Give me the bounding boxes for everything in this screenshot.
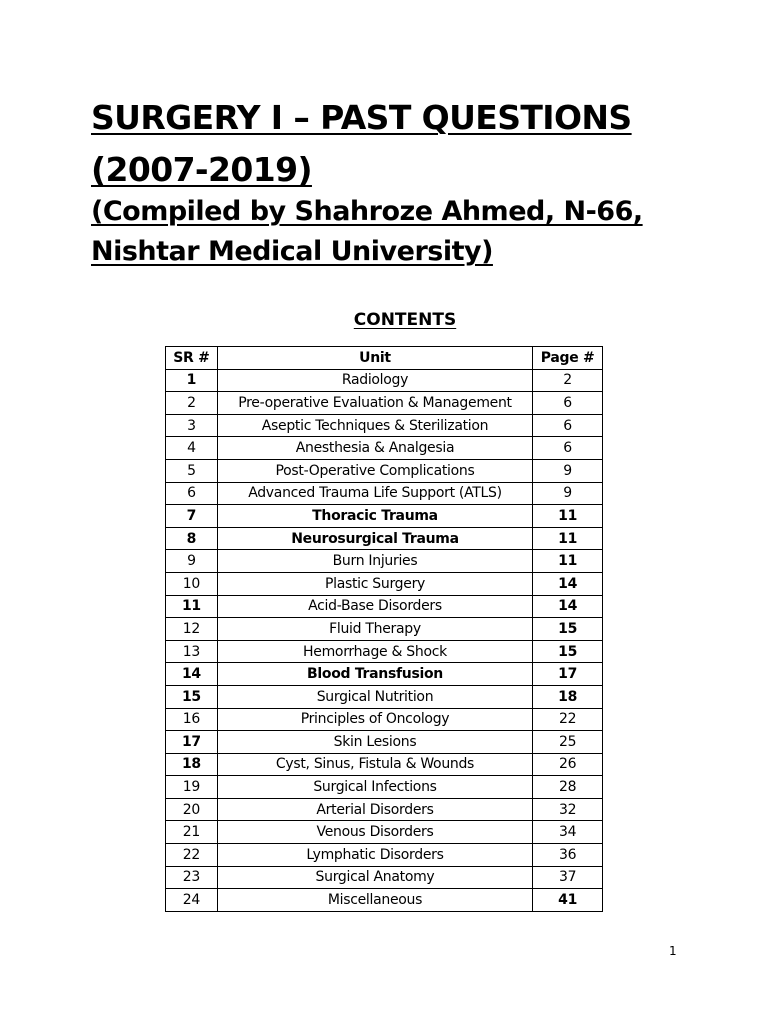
unit-cell: Principles of Oncology (217, 708, 532, 731)
page-cell: 18 (533, 685, 603, 708)
table-row (166, 685, 603, 708)
sr-cell: 10 (166, 572, 218, 595)
column-header-unit: Unit (217, 347, 532, 370)
document-subtitle-line-2: Nishtar Medical University) (91, 236, 493, 267)
unit-cell: Pre-operative Evaluation & Management (217, 392, 532, 415)
table-row (166, 663, 603, 686)
table-row (166, 482, 603, 505)
unit-cell: Venous Disorders (217, 821, 532, 844)
unit-cell: Cyst, Sinus, Fistula & Wounds (217, 753, 532, 776)
table-row (166, 776, 603, 799)
sr-cell: 4 (166, 437, 218, 460)
unit-cell: Burn Injuries (217, 550, 532, 573)
table-row (166, 459, 603, 482)
page-cell: 37 (533, 866, 603, 889)
table-row (166, 753, 603, 776)
table-row (166, 550, 603, 573)
unit-cell: Advanced Trauma Life Support (ATLS) (217, 482, 532, 505)
unit-cell: Miscellaneous (217, 889, 532, 912)
sr-cell: 15 (166, 685, 218, 708)
table-row (166, 527, 603, 550)
sr-cell: 17 (166, 731, 218, 754)
unit-cell: Plastic Surgery (217, 572, 532, 595)
table-row (166, 414, 603, 437)
sr-cell: 13 (166, 640, 218, 663)
document-title-line-2: (2007-2019) (91, 150, 312, 189)
table-row (166, 369, 603, 392)
table-row (166, 572, 603, 595)
sr-cell: 23 (166, 866, 218, 889)
sr-cell: 18 (166, 753, 218, 776)
page-cell: 32 (533, 798, 603, 821)
sr-cell: 1 (166, 369, 218, 392)
unit-cell: Thoracic Trauma (217, 505, 532, 528)
sr-cell: 22 (166, 844, 218, 867)
table-header-row (166, 347, 603, 370)
page-cell: 14 (533, 572, 603, 595)
sr-cell: 24 (166, 889, 218, 912)
page-cell: 6 (533, 392, 603, 415)
sr-cell: 11 (166, 595, 218, 618)
unit-cell: Arterial Disorders (217, 798, 532, 821)
table-row (166, 731, 603, 754)
table-row (166, 595, 603, 618)
table-row (166, 866, 603, 889)
page-cell: 14 (533, 595, 603, 618)
document-subtitle-line-1: (Compiled by Shahroze Ahmed, N-66, (91, 196, 643, 227)
table-row (166, 640, 603, 663)
page-cell: 9 (533, 459, 603, 482)
unit-cell: Hemorrhage & Shock (217, 640, 532, 663)
page-cell: 15 (533, 640, 603, 663)
sr-cell: 12 (166, 618, 218, 641)
contents-table (165, 346, 603, 912)
sr-cell: 3 (166, 414, 218, 437)
table-row (166, 618, 603, 641)
document-title-line-1: SURGERY I – PAST QUESTIONS (91, 98, 632, 137)
page-cell: 15 (533, 618, 603, 641)
sr-cell: 16 (166, 708, 218, 731)
unit-cell: Acid-Base Disorders (217, 595, 532, 618)
page-cell: 28 (533, 776, 603, 799)
page-cell: 25 (533, 731, 603, 754)
column-header-sr: SR # (166, 347, 218, 370)
page-cell: 6 (533, 437, 603, 460)
sr-cell: 6 (166, 482, 218, 505)
table-row (166, 889, 603, 912)
page-cell: 22 (533, 708, 603, 731)
page-cell: 11 (533, 527, 603, 550)
page-number: 1 (669, 944, 677, 958)
table-row (166, 844, 603, 867)
table-row (166, 821, 603, 844)
unit-cell: Surgical Nutrition (217, 685, 532, 708)
unit-cell: Skin Lesions (217, 731, 532, 754)
sr-cell: 2 (166, 392, 218, 415)
unit-cell: Surgical Infections (217, 776, 532, 799)
sr-cell: 8 (166, 527, 218, 550)
page-cell: 2 (533, 369, 603, 392)
sr-cell: 7 (166, 505, 218, 528)
table-row (166, 437, 603, 460)
table-row (166, 505, 603, 528)
sr-cell: 20 (166, 798, 218, 821)
page-cell: 36 (533, 844, 603, 867)
unit-cell: Radiology (217, 369, 532, 392)
unit-cell: Surgical Anatomy (217, 866, 532, 889)
page-cell: 26 (533, 753, 603, 776)
contents-heading: CONTENTS (353, 310, 457, 330)
unit-cell: Neurosurgical Trauma (217, 527, 532, 550)
table-row (166, 392, 603, 415)
unit-cell: Fluid Therapy (217, 618, 532, 641)
page-cell: 9 (533, 482, 603, 505)
page-cell: 34 (533, 821, 603, 844)
page-cell: 11 (533, 550, 603, 573)
table-row (166, 798, 603, 821)
column-header-page: Page # (533, 347, 603, 370)
page-cell: 17 (533, 663, 603, 686)
unit-cell: Anesthesia & Analgesia (217, 437, 532, 460)
sr-cell: 5 (166, 459, 218, 482)
sr-cell: 9 (166, 550, 218, 573)
unit-cell: Lymphatic Disorders (217, 844, 532, 867)
unit-cell: Post-Operative Complications (217, 459, 532, 482)
page-cell: 41 (533, 889, 603, 912)
sr-cell: 19 (166, 776, 218, 799)
unit-cell: Blood Transfusion (217, 663, 532, 686)
sr-cell: 21 (166, 821, 218, 844)
page-cell: 11 (533, 505, 603, 528)
page-cell: 6 (533, 414, 603, 437)
unit-cell: Aseptic Techniques & Sterilization (217, 414, 532, 437)
sr-cell: 14 (166, 663, 218, 686)
table-row (166, 708, 603, 731)
